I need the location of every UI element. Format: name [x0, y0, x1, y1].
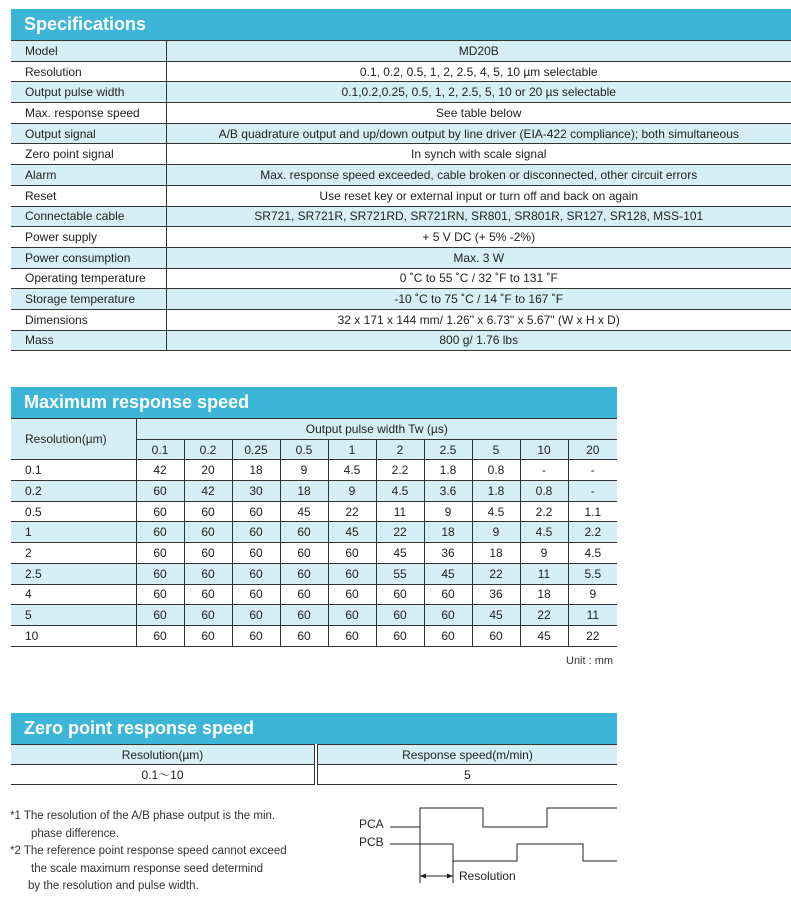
- timing-diagram: [355, 805, 617, 897]
- spec-label: Max. response speed: [11, 103, 166, 124]
- speed-cell: 22: [520, 605, 568, 626]
- speed-cell: 60: [232, 563, 280, 584]
- pulse-width-header: Output pulse width Tw (µs): [136, 419, 617, 440]
- speed-cell: 60: [184, 563, 232, 584]
- speed-row: [11, 584, 617, 605]
- spec-value: SR721, SR721R, SR721RD, SR721RN, SR801, SR801R, SR127, SR128, MSS-101: [166, 206, 791, 227]
- spec-value: Use reset key or external input or turn off and back on again: [166, 185, 791, 206]
- speed-cell: 4.5: [376, 481, 424, 502]
- speed-cell: 36: [424, 543, 472, 564]
- speed-cell: 11: [568, 605, 617, 626]
- speed-cell: 60: [424, 605, 472, 626]
- spec-row: [11, 309, 791, 330]
- speed-cell: 22: [472, 563, 520, 584]
- speed-cell: 45: [520, 625, 568, 646]
- spec-label: Operating temperature: [11, 268, 166, 289]
- spec-label: Power supply: [11, 227, 166, 248]
- speed-cell: 60: [472, 625, 520, 646]
- speed-row-resolution: 2: [11, 543, 136, 564]
- speed-cell: 18: [424, 522, 472, 543]
- spec-value: Max. response speed exceeded, cable broken or disconnected, other circuit errors: [166, 165, 791, 186]
- zero-speed-value: 5: [316, 765, 617, 785]
- spec-row: [11, 103, 791, 124]
- speed-cell: 42: [136, 460, 184, 481]
- speed-row-resolution: 10: [11, 625, 136, 646]
- speed-cell: 11: [376, 501, 424, 522]
- spec-value: -10 ˚C to 75 ˚C / 14 ˚F to 167 ˚F: [166, 289, 791, 310]
- note-2-line-2: the scale maximum response seed determind: [31, 862, 264, 875]
- pulse-width-column: 0.25: [232, 439, 280, 460]
- speed-cell: 18: [280, 481, 328, 502]
- speed-cell: 60: [136, 501, 184, 522]
- speed-cell: 60: [136, 584, 184, 605]
- speed-cell: 60: [328, 543, 376, 564]
- speed-cell: -: [568, 460, 617, 481]
- speed-cell: 2.2: [520, 501, 568, 522]
- pulse-width-column: 2.5: [424, 439, 472, 460]
- speed-cell: 22: [328, 501, 376, 522]
- unit-label: Unit : mm: [566, 655, 614, 667]
- speed-row: [11, 625, 617, 646]
- spec-value: 0.1, 0.2, 0.5, 1, 2, 2.5, 4, 5, 10 µm selectable: [166, 61, 791, 82]
- speed-cell: 9: [520, 543, 568, 564]
- spec-row: [11, 165, 791, 186]
- speed-cell: 9: [424, 501, 472, 522]
- spec-row: [11, 144, 791, 165]
- note-2-line-3: by the resolution and pulse width.: [28, 880, 199, 892]
- speed-cell: 18: [232, 460, 280, 481]
- speed-row-resolution: 0.2: [11, 481, 136, 502]
- spec-label: Reset: [11, 185, 166, 206]
- zero-speed-col-header: Response speed(m/min): [316, 745, 617, 765]
- speed-cell: 60: [280, 605, 328, 626]
- speed-cell: 60: [232, 625, 280, 646]
- speed-cell: 60: [136, 625, 184, 646]
- speed-cell: 4.5: [472, 501, 520, 522]
- speed-cell: 9: [472, 522, 520, 543]
- spec-label: Storage temperature: [11, 289, 166, 310]
- speed-cell: 22: [376, 522, 424, 543]
- speed-cell: -: [568, 481, 617, 502]
- pulse-width-column: 20: [568, 439, 617, 460]
- speed-cell: 60: [232, 584, 280, 605]
- speed-cell: 60: [280, 584, 328, 605]
- speed-cell: 9: [328, 481, 376, 502]
- speed-cell: 60: [280, 563, 328, 584]
- speed-cell: 60: [136, 543, 184, 564]
- spec-label: Connectable cable: [11, 206, 166, 227]
- pca-waveform: [390, 808, 617, 827]
- speed-cell: 2.2: [376, 460, 424, 481]
- speed-row: [11, 543, 617, 564]
- spec-row: [11, 41, 791, 62]
- speed-cell: 60: [136, 563, 184, 584]
- spec-value: See table below: [166, 103, 791, 124]
- spec-value: 32 x 171 x 144 mm/ 1.26" x 6.73" x 5.67" (W x H x D): [166, 309, 791, 330]
- speed-row-resolution: 4: [11, 584, 136, 605]
- speed-cell: 60: [184, 605, 232, 626]
- specifications-table: [11, 40, 791, 351]
- speed-row: [11, 563, 617, 584]
- spec-value: Max. 3 W: [166, 247, 791, 268]
- speed-row: [11, 605, 617, 626]
- speed-cell: 0.8: [520, 481, 568, 502]
- speed-row-resolution: 1: [11, 522, 136, 543]
- speed-row: [11, 460, 617, 481]
- spec-label: Resolution: [11, 61, 166, 82]
- spec-row: [11, 247, 791, 268]
- speed-cell: 11: [520, 563, 568, 584]
- spec-label: Output signal: [11, 123, 166, 144]
- speed-cell: 60: [184, 543, 232, 564]
- pulse-width-column: 0.1: [136, 439, 184, 460]
- speed-cell: 18: [472, 543, 520, 564]
- zero-resolution-header: Resolution(µm): [11, 745, 316, 765]
- max-speed-title: Maximum response speed: [24, 392, 250, 412]
- spec-value: + 5 V DC (+ 5% -2%): [166, 227, 791, 248]
- pcb-label: PCB: [359, 835, 384, 849]
- speed-cell: 4.5: [328, 460, 376, 481]
- speed-cell: 9: [568, 584, 617, 605]
- speed-cell: 45: [376, 543, 424, 564]
- speed-cell: 45: [328, 522, 376, 543]
- speed-cell: 45: [424, 563, 472, 584]
- pca-label: PCA: [359, 817, 384, 831]
- speed-cell: 60: [424, 584, 472, 605]
- speed-row: [11, 522, 617, 543]
- spec-label: Dimensions: [11, 309, 166, 330]
- max-speed-table: [11, 418, 617, 647]
- zero-speed-title: Zero point response speed: [24, 718, 255, 738]
- footnotes: [10, 808, 287, 896]
- speed-row-resolution: 2.5: [11, 563, 136, 584]
- note-2-line-1: *2 The reference point response speed cannot exceed: [10, 845, 287, 857]
- speed-cell: 22: [568, 625, 617, 646]
- max-speed-header: [11, 387, 617, 418]
- zero-speed-table: [11, 744, 617, 785]
- speed-cell: 2.2: [568, 522, 617, 543]
- spec-value: 0.1,0.2,0.25, 0.5, 1, 2, 2.5, 5, 10 or 20 µs selectable: [166, 82, 791, 103]
- speed-cell: 60: [184, 625, 232, 646]
- spec-value: 800 g/ 1.76 lbs: [166, 330, 791, 351]
- note-1-line-1: *1 The resolution of the A/B phase output is the min.: [10, 810, 276, 822]
- speed-row: [11, 501, 617, 522]
- speed-cell: 60: [184, 584, 232, 605]
- speed-cell: 0.8: [472, 460, 520, 481]
- pcb-waveform: [390, 844, 617, 861]
- specifications-header: [11, 9, 791, 40]
- spec-label: Output pulse width: [11, 82, 166, 103]
- speed-cell: 30: [232, 481, 280, 502]
- speed-cell: 60: [184, 522, 232, 543]
- spec-label: Mass: [11, 330, 166, 351]
- speed-cell: 20: [184, 460, 232, 481]
- speed-cell: 60: [328, 563, 376, 584]
- pulse-width-column: 2: [376, 439, 424, 460]
- pulse-width-column: 10: [520, 439, 568, 460]
- speed-cell: 4.5: [520, 522, 568, 543]
- spec-label: Model: [11, 41, 166, 62]
- spec-row: [11, 227, 791, 248]
- resolution-header: Resolution(µm): [11, 419, 136, 460]
- speed-row-resolution: 0.5: [11, 501, 136, 522]
- spec-label: Zero point signal: [11, 144, 166, 165]
- speed-cell: 42: [184, 481, 232, 502]
- spec-row: [11, 61, 791, 82]
- speed-cell: 4.5: [568, 543, 617, 564]
- speed-cell: 60: [328, 625, 376, 646]
- speed-cell: 60: [184, 501, 232, 522]
- resolution-arrow-head-right: [447, 874, 453, 879]
- spec-label: Power consumption: [11, 247, 166, 268]
- speed-cell: 60: [136, 481, 184, 502]
- resolution-arrow-head-left: [420, 874, 426, 879]
- speed-cell: 60: [136, 522, 184, 543]
- spec-label: Alarm: [11, 165, 166, 186]
- spec-row: [11, 206, 791, 227]
- pulse-width-column: 0.2: [184, 439, 232, 460]
- speed-row-resolution: 5: [11, 605, 136, 626]
- speed-cell: 60: [232, 501, 280, 522]
- speed-cell: 60: [232, 605, 280, 626]
- speed-row-resolution: 0.1: [11, 460, 136, 481]
- spec-row: [11, 82, 791, 103]
- speed-cell: 60: [232, 543, 280, 564]
- pulse-width-column: 1: [328, 439, 376, 460]
- speed-cell: 60: [424, 625, 472, 646]
- speed-cell: 1.8: [424, 460, 472, 481]
- spec-value: A/B quadrature output and up/down output by line driver (EIA-422 compliance); both simultaneous: [166, 123, 791, 144]
- speed-cell: 60: [328, 584, 376, 605]
- spec-row: [11, 289, 791, 310]
- pulse-width-column: 5: [472, 439, 520, 460]
- speed-cell: 1.8: [472, 481, 520, 502]
- speed-cell: 60: [280, 543, 328, 564]
- speed-cell: 60: [280, 522, 328, 543]
- speed-cell: 36: [472, 584, 520, 605]
- speed-cell: 60: [376, 584, 424, 605]
- resolution-label: Resolution: [459, 869, 516, 883]
- spec-value: 0 ˚C to 55 ˚C / 32 ˚F to 131 ˚F: [166, 268, 791, 289]
- speed-cell: 60: [328, 605, 376, 626]
- specifications-title: Specifications: [24, 14, 147, 34]
- speed-cell: 45: [472, 605, 520, 626]
- speed-cell: 5.5: [568, 563, 617, 584]
- spec-value: MD20B: [166, 41, 791, 62]
- spec-row: [11, 330, 791, 351]
- spec-row: [11, 123, 791, 144]
- spec-row: [11, 268, 791, 289]
- speed-cell: 60: [280, 625, 328, 646]
- spec-value: In synch with scale signal: [166, 144, 791, 165]
- speed-cell: 1.1: [568, 501, 617, 522]
- speed-cell: 9: [280, 460, 328, 481]
- speed-cell: 18: [520, 584, 568, 605]
- speed-cell: -: [520, 460, 568, 481]
- speed-row: [11, 481, 617, 502]
- speed-cell: 60: [136, 605, 184, 626]
- speed-cell: 3.6: [424, 481, 472, 502]
- speed-cell: 45: [280, 501, 328, 522]
- speed-cell: 60: [232, 522, 280, 543]
- speed-cell: 60: [376, 605, 424, 626]
- speed-cell: 55: [376, 563, 424, 584]
- pulse-width-column: 0.5: [280, 439, 328, 460]
- note-1-line-2: phase difference.: [31, 827, 120, 840]
- speed-cell: 60: [376, 625, 424, 646]
- zero-resolution-value: 0.1〜10: [11, 765, 316, 785]
- zero-speed-header: [11, 713, 617, 744]
- spec-row: [11, 185, 791, 206]
